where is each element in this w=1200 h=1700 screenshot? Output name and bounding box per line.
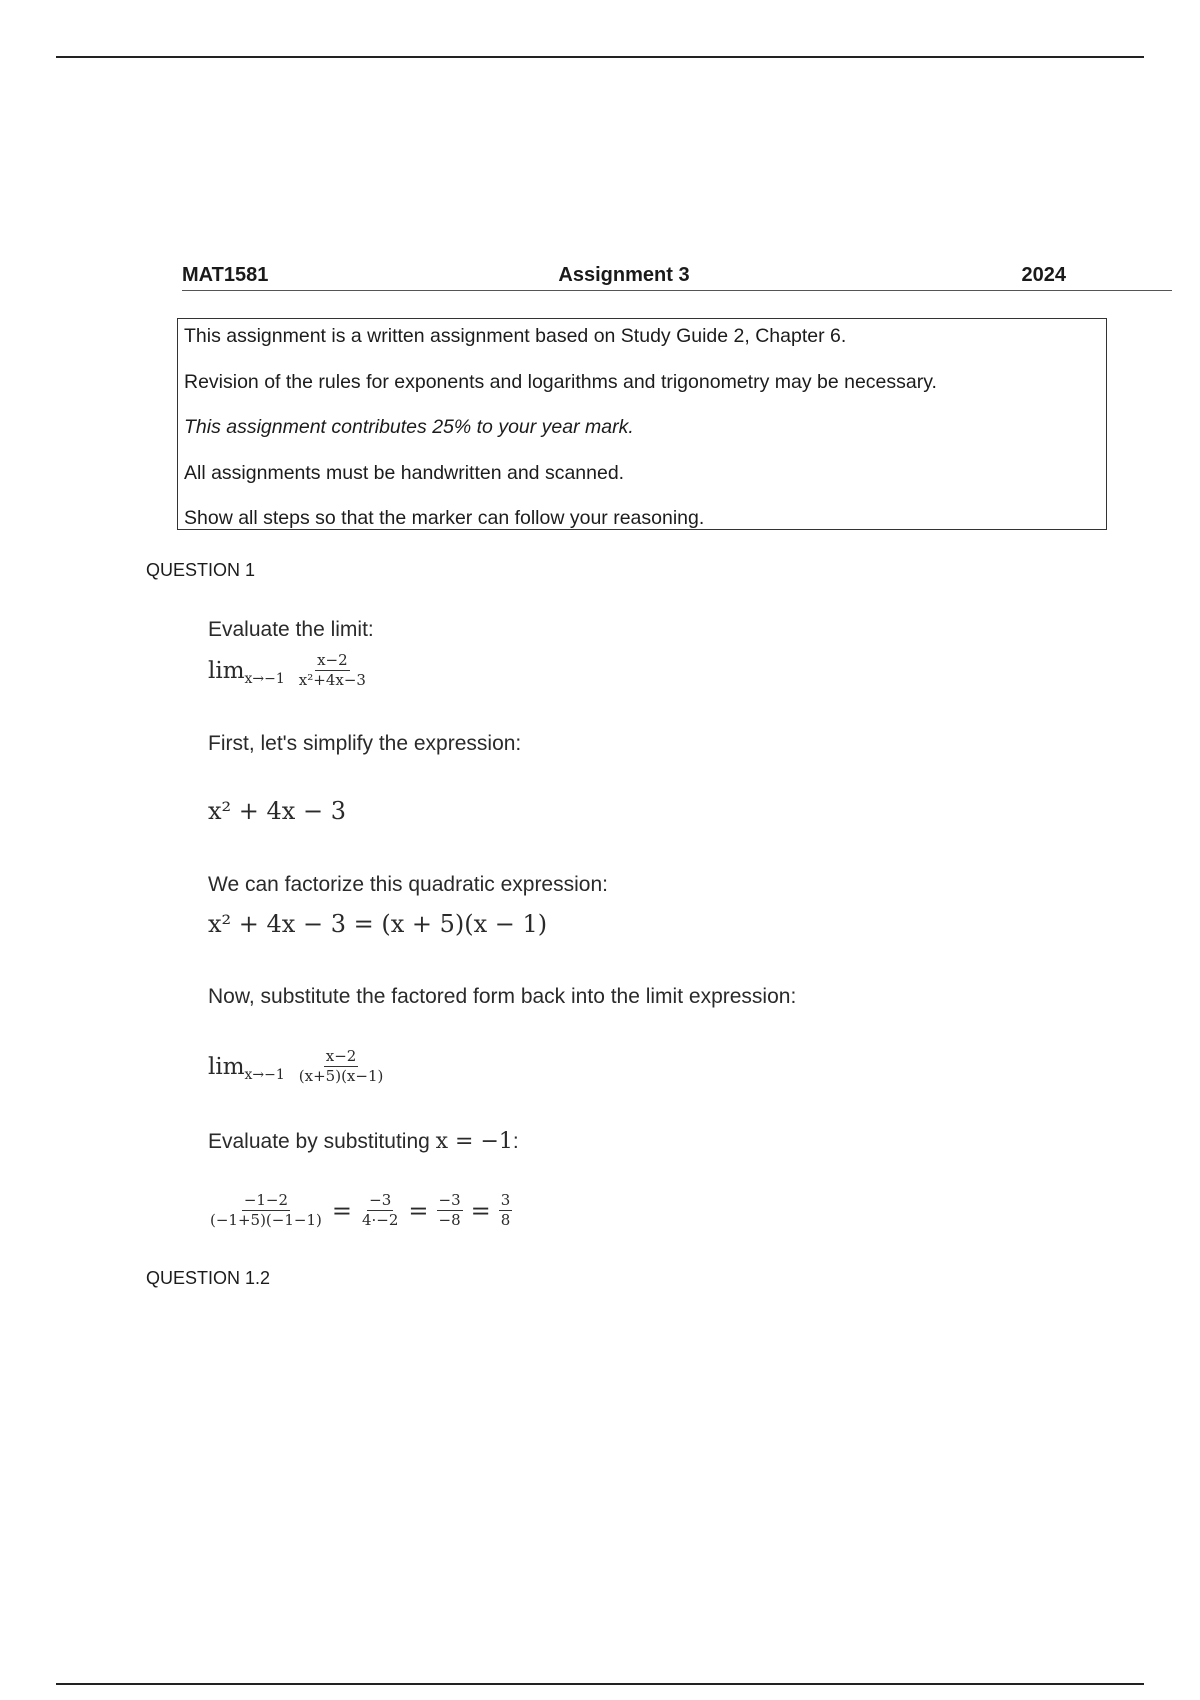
fraction-denominator: −8 bbox=[438, 1211, 461, 1229]
instructions-box bbox=[177, 318, 1107, 530]
result-fraction bbox=[437, 1192, 463, 1229]
lim-word: lim bbox=[208, 1053, 245, 1080]
lim-subscript: x→−1 bbox=[244, 1066, 285, 1083]
instruction-line: Show all steps so that the marker can follow your reasoning. bbox=[184, 507, 705, 529]
evaluate-colon: : bbox=[512, 1130, 519, 1153]
fraction-numerator: x−2 bbox=[325, 1047, 357, 1065]
question-1-2-label: QUESTION 1.2 bbox=[146, 1268, 271, 1288]
fraction-denominator: 8 bbox=[500, 1211, 511, 1229]
substitute-text: Now, substitute the factored form back into the limit expression: bbox=[208, 985, 797, 1008]
fraction-numerator: 3 bbox=[500, 1191, 511, 1209]
page-header bbox=[182, 264, 1066, 290]
result-fraction bbox=[360, 1192, 400, 1229]
fraction-numerator: −3 bbox=[369, 1191, 392, 1209]
lim-subscript: x→−1 bbox=[244, 670, 285, 687]
equals-sign: = bbox=[470, 1196, 491, 1225]
limit-expression bbox=[208, 652, 372, 689]
evaluate-value: x = −1 bbox=[435, 1129, 513, 1154]
factored-expression: x² + 4x − 3 = (x + 5)(x − 1) bbox=[208, 910, 548, 938]
instruction-line: Revision of the rules for exponents and logarithms and trigonometry may be necessary. bbox=[184, 370, 937, 393]
fraction-denominator: 4·−2 bbox=[361, 1211, 399, 1229]
fraction-numerator: −3 bbox=[438, 1191, 461, 1209]
limit-expression-factored bbox=[208, 1048, 389, 1085]
equals-sign: = bbox=[331, 1196, 352, 1225]
header-underline bbox=[182, 290, 1172, 291]
result-fraction bbox=[499, 1192, 513, 1229]
limit-fraction bbox=[297, 652, 368, 689]
fraction-denominator: (−1+5)(−1−1) bbox=[210, 1211, 322, 1229]
question-1-label: QUESTION 1 bbox=[146, 560, 256, 580]
course-code: MAT1581 bbox=[182, 264, 269, 286]
assignment-title: Assignment 3 bbox=[558, 264, 690, 286]
fraction-numerator: x−2 bbox=[317, 651, 348, 669]
assignment-year: 2024 bbox=[1021, 264, 1066, 286]
evaluate-label: Evaluate by substituting bbox=[208, 1130, 430, 1153]
bottom-rule bbox=[56, 1683, 1144, 1685]
limit-intro-text: Evaluate the limit: bbox=[208, 618, 374, 641]
simplify-text: First, let's simplify the expression: bbox=[208, 732, 522, 755]
instruction-line: All assignments must be handwritten and scanned. bbox=[184, 461, 625, 484]
result-equation bbox=[208, 1192, 516, 1229]
evaluate-text bbox=[208, 1129, 519, 1154]
lim-word: lim bbox=[208, 657, 245, 684]
fraction-denominator: x²+4x−3 bbox=[298, 671, 366, 689]
fraction-denominator: (x+5)(x−1) bbox=[298, 1067, 384, 1085]
instruction-line: This assignment is a written assignment based on Study Guide 2, Chapter 6. bbox=[184, 325, 847, 347]
fraction-numerator: −1−2 bbox=[243, 1191, 289, 1209]
quadratic-expression: x² + 4x − 3 bbox=[208, 797, 346, 825]
result-fraction bbox=[208, 1192, 324, 1229]
instruction-line-weight: This assignment contributes 25% to your year mark. bbox=[184, 416, 634, 438]
top-rule bbox=[56, 56, 1144, 58]
equals-sign: = bbox=[408, 1196, 429, 1225]
limit-fraction bbox=[297, 1048, 386, 1085]
factorize-text: We can factorize this quadratic expression: bbox=[208, 873, 608, 896]
